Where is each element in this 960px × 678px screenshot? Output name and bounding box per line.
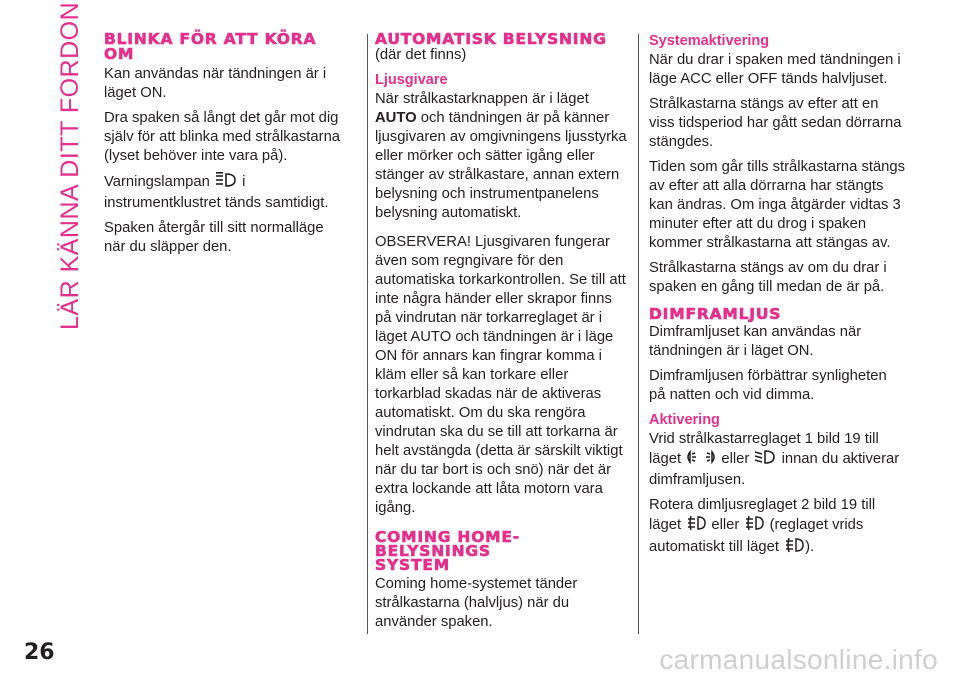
- text: eller: [721, 451, 750, 467]
- text: (reglaget vrids automatiskt till läget: [649, 517, 864, 555]
- heading-line: BELYSNINGS: [375, 542, 491, 560]
- paragraph: Spaken återgår till sitt normalläge när du släpper den.: [104, 220, 324, 255]
- text: Rotera dimljusreglaget 2 bild 19 till läget: [649, 497, 876, 533]
- front-fog-light-icon: [744, 515, 764, 537]
- high-beam-icon: [215, 172, 237, 194]
- paragraph: Coming home-systemet tänder strålkastarna (halvljus) när du använder spaken.: [375, 576, 578, 630]
- paragraph: Dimframljuset kan användas när tändningen är i läget ON.: [649, 324, 862, 359]
- text: i instrumentklustret tänds samtidigt.: [104, 174, 329, 211]
- paragraph: [104, 172, 344, 213]
- auto-label: AUTO: [375, 110, 417, 126]
- column-2: [375, 32, 631, 638]
- column-divider: [638, 34, 639, 634]
- heading-line: SYSTEM: [375, 556, 450, 574]
- text: Vrid strålkastarreglaget 1 bild 19 till läget: [649, 431, 879, 467]
- section-side-title: [56, 1, 85, 330]
- heading-coming-home: [375, 530, 631, 572]
- front-fog-light-icon: [686, 515, 706, 537]
- position-lights-icon: [686, 449, 716, 471]
- paragraph-note: OBSERVERA! Ljusgivaren fungerar även som regngivare för den automatiska torkarkontrollen. Se till att inte några händer eller skrapor finns på vindrutan när torkarreglaget är i läget AUTO och tändningen är i läge ON för annars kan fingrar komma i kläm eller så kan torkare eller torkarblad skadas när de aktiveras automatiskt. Om du ska rengöra vindrutan ska du se till att torkarna är helt avstängda (detta är särskilt viktigt när du tar bort is och snö) när det är extra lockande att låta motorn vara igång.: [375, 234, 626, 516]
- paragraph: Strålkastarna stängs av efter att en viss tidsperiod har gått sedan dörrarna stängdes.: [649, 96, 902, 150]
- heading-dimframljus: DIMFRAMLJUS: [649, 305, 782, 323]
- paragraph: Dimframljusen förbättrar synligheten på natten och vid dimma.: [649, 368, 887, 403]
- heading-automatisk-belysning: AUTOMATISK BELYSNING: [375, 30, 607, 48]
- heading-blinka: BLINKA FÖR ATT KÖRA OM: [104, 30, 317, 63]
- paragraph: När du drar i spaken med tändningen i läge ACC eller OFF tänds halvljuset.: [649, 52, 901, 87]
- side-title-text: LÄR KÄNNA DITT FORDON: [56, 1, 84, 330]
- text: innan du aktiverar dimframljusen.: [649, 451, 900, 488]
- text: När strålkastarknappen är i läget: [375, 91, 589, 107]
- column-1: [104, 32, 344, 263]
- subheading-aktivering: Aktivering: [649, 412, 720, 428]
- subheading-ljusgivare: Ljusgivare: [375, 72, 448, 88]
- column-divider: [367, 34, 368, 634]
- paragraph: Dra spaken så långt det går mot dig själv för att blinka med strålkastarna (lyset behöver inte vara på).: [104, 110, 341, 164]
- paragraph: Tiden som går tills strålkastarna stängs av efter att alla dörrarna har stängts kan ändras. Om inga åtgärder vidtas 3 minuter efter att du drog i spaken kommer strålkastarna att stängas av.: [649, 159, 906, 251]
- paragraph: Strålkastarna stängs av om du drar i spaken en gång till medan de är på.: [649, 260, 887, 295]
- low-beam-icon: [754, 449, 776, 471]
- paragraph: [649, 496, 907, 559]
- text: ).: [805, 539, 815, 555]
- text: Varningslampan: [104, 174, 210, 190]
- subheading-systemaktivering: Systemaktivering: [649, 33, 770, 49]
- paragraph: [375, 90, 631, 223]
- heading-note: (där det finns): [375, 47, 467, 63]
- text: och tändningen är på känner ljusgivaren av omgivningens ljusstyrka eller mörker och sätter igång eller stänger av strålkastare, annan extern belysning och instrumentpanelens belysning automatiskt.: [375, 110, 627, 221]
- page-number: 26: [24, 640, 55, 665]
- paragraph: [649, 430, 907, 490]
- watermark: carmanualsonline.info: [659, 644, 938, 675]
- column-3: [649, 32, 907, 565]
- heading-line: COMING HOME-: [375, 528, 521, 546]
- front-fog-light-icon: [784, 537, 804, 559]
- paragraph: Kan användas när tändningen är i läget ON.: [104, 66, 327, 101]
- text: eller: [711, 517, 740, 533]
